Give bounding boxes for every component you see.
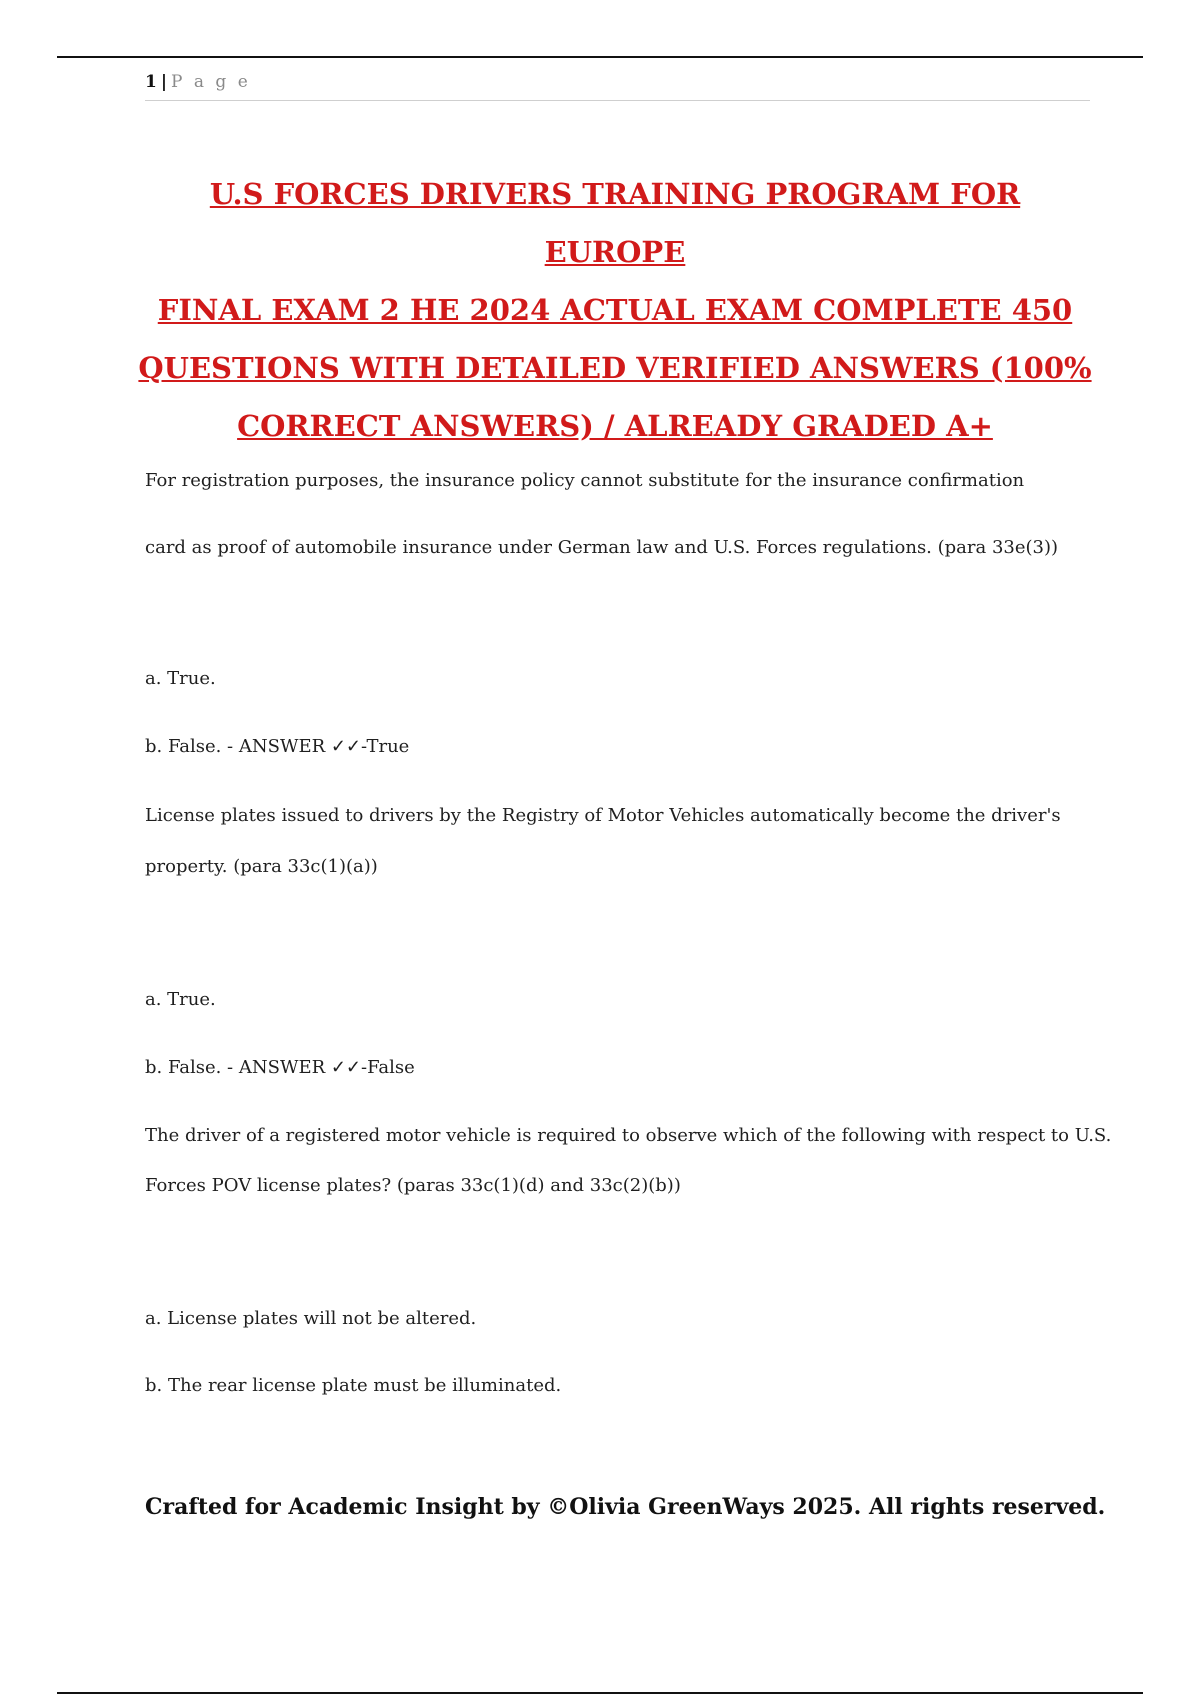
document-title: [135, 165, 1095, 455]
question-2-text-line-1: License plates issued to drivers by the Registry of Motor Vehicles automatically become the driver's: [145, 805, 1061, 826]
title-line: FINAL EXAM 2 HE 2024 ACTUAL EXAM COMPLETE 450: [157, 293, 1073, 327]
question-1-option-b: b. False. - ANSWER ✓✓-True: [145, 736, 410, 757]
question-2-option-a: a. True.: [145, 989, 216, 1010]
page-number: 1: [145, 72, 157, 92]
question-2-option-b: b. False. - ANSWER ✓✓-False: [145, 1057, 415, 1078]
question-3-text-line-1: The driver of a registered motor vehicle is required to observe which of the following with respect to U.S.: [145, 1125, 1112, 1146]
question-3-option-b: b. The rear license plate must be illuminated.: [145, 1375, 562, 1396]
copyright-note: Crafted for Academic Insight by ©Olivia GreenWays 2025. All rights reserved.: [145, 1494, 1106, 1520]
question-3-option-a: a. License plates will not be altered.: [145, 1308, 477, 1329]
bottom-rule: [57, 1692, 1143, 1694]
question-1-text-line-1: For registration purposes, the insurance policy cannot substitute for the insurance confirmation: [145, 470, 1025, 491]
top-rule: [57, 56, 1143, 58]
question-1-option-a: a. True.: [145, 668, 216, 689]
page-separator: |: [160, 72, 168, 92]
title-line: CORRECT ANSWERS) / ALREADY GRADED A+: [237, 409, 993, 443]
page-label: P a g e: [171, 72, 251, 92]
page-header: [145, 72, 1090, 101]
title-line: U.S FORCES DRIVERS TRAINING PROGRAM FOR EUROPE: [209, 177, 1021, 269]
question-3-text-line-2: Forces POV license plates? (paras 33c(1)(d) and 33c(2)(b)): [145, 1175, 681, 1196]
question-2-text-line-2: property. (para 33c(1)(a)): [145, 856, 378, 877]
title-line: QUESTIONS WITH DETAILED VERIFIED ANSWERS (100%: [138, 351, 1092, 385]
question-1-text-line-2: card as proof of automobile insurance under German law and U.S. Forces regulations. (para 33e(3)): [145, 537, 1059, 558]
